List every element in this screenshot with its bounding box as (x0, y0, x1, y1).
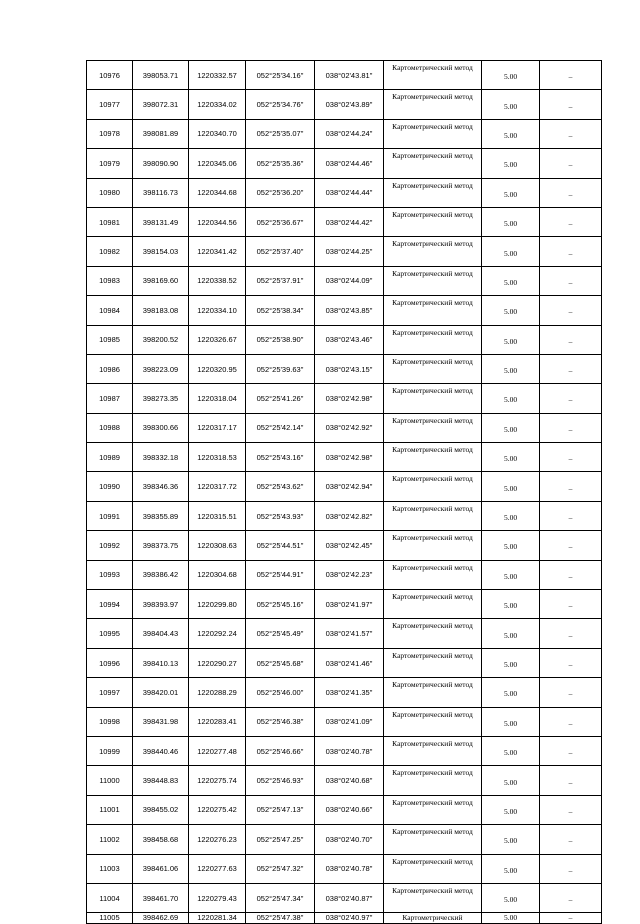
point-number-cell: 10987 (87, 384, 133, 413)
y-coordinate-cell: 1220275.74 (189, 766, 246, 795)
method-cell: Картометрический метод (384, 678, 482, 707)
latitude-cell: 052°25'34.16" (246, 61, 315, 90)
note-cell: – (540, 443, 602, 472)
method-cell: Картометрический метод (384, 501, 482, 530)
table-row (87, 237, 602, 266)
x-coordinate-cell: 398461.06 (133, 854, 189, 883)
point-number-cell: 10983 (87, 266, 133, 295)
point-number-cell: 11004 (87, 883, 133, 912)
point-number-cell: 11002 (87, 825, 133, 854)
error-cell: 5.00 (482, 736, 540, 765)
table-row (87, 443, 602, 472)
note-cell: – (540, 913, 602, 924)
method-cell: Картометрический метод (384, 795, 482, 824)
method-cell: Картометрический метод (384, 237, 482, 266)
point-number-cell: 10997 (87, 678, 133, 707)
method-cell: Картометрический метод (384, 178, 482, 207)
x-coordinate-cell: 398200.52 (133, 325, 189, 354)
longitude-cell: 038°02'44.09" (315, 266, 384, 295)
table-row (87, 178, 602, 207)
x-coordinate-cell: 398404.43 (133, 619, 189, 648)
method-cell: Картометрический метод (384, 883, 482, 912)
latitude-cell: 052°25'45.16" (246, 590, 315, 619)
point-number-cell: 10993 (87, 560, 133, 589)
latitude-cell: 052°25'46.93" (246, 766, 315, 795)
method-cell: Картометрический метод (384, 619, 482, 648)
error-cell: 5.00 (482, 90, 540, 119)
latitude-cell: 052°25'43.62" (246, 472, 315, 501)
y-coordinate-cell: 1220318.53 (189, 443, 246, 472)
point-number-cell: 10984 (87, 296, 133, 325)
table-row (87, 296, 602, 325)
y-coordinate-cell: 1220315.51 (189, 501, 246, 530)
x-coordinate-cell: 398355.89 (133, 501, 189, 530)
latitude-cell: 052°25'45.49" (246, 619, 315, 648)
latitude-cell: 052°25'44.51" (246, 531, 315, 560)
latitude-cell: 052°25'39.63" (246, 354, 315, 383)
y-coordinate-cell: 1220338.52 (189, 266, 246, 295)
method-cell: Картометрический метод (384, 560, 482, 589)
note-cell: – (540, 90, 602, 119)
method-cell: Картометрический метод (384, 325, 482, 354)
note-cell: – (540, 678, 602, 707)
longitude-cell: 038°02'43.15" (315, 354, 384, 383)
x-coordinate-cell: 398183.08 (133, 296, 189, 325)
table-row (87, 149, 602, 178)
point-number-cell: 10992 (87, 531, 133, 560)
table-row (87, 825, 602, 854)
error-cell: 5.00 (482, 149, 540, 178)
error-cell: 5.00 (482, 560, 540, 589)
x-coordinate-cell: 398458.68 (133, 825, 189, 854)
latitude-cell: 052°25'46.38" (246, 707, 315, 736)
method-cell: Картометрический метод (384, 354, 482, 383)
latitude-cell: 052°25'46.66" (246, 736, 315, 765)
x-coordinate-cell: 398300.66 (133, 413, 189, 442)
longitude-cell: 038°02'41.09" (315, 707, 384, 736)
y-coordinate-cell: 1220299.80 (189, 590, 246, 619)
point-number-cell: 10976 (87, 61, 133, 90)
longitude-cell: 038°02'40.87" (315, 883, 384, 912)
longitude-cell: 038°02'41.35" (315, 678, 384, 707)
longitude-cell: 038°02'44.24" (315, 119, 384, 148)
note-cell: – (540, 619, 602, 648)
error-cell: 5.00 (482, 590, 540, 619)
latitude-cell: 052°25'43.16" (246, 443, 315, 472)
error-cell: 5.00 (482, 854, 540, 883)
note-cell: – (540, 296, 602, 325)
table-row (87, 354, 602, 383)
y-coordinate-cell: 1220308.63 (189, 531, 246, 560)
method-cell: Картометрический метод (384, 207, 482, 236)
table-row (87, 766, 602, 795)
note-cell: – (540, 501, 602, 530)
latitude-cell: 052°25'47.34" (246, 883, 315, 912)
latitude-cell: 052°25'47.38" (246, 913, 315, 924)
longitude-cell: 038°02'42.92" (315, 413, 384, 442)
table-row (87, 590, 602, 619)
latitude-cell: 052°25'44.91" (246, 560, 315, 589)
method-cell: Картометрический метод (384, 384, 482, 413)
point-number-cell: 10989 (87, 443, 133, 472)
y-coordinate-cell: 1220292.24 (189, 619, 246, 648)
longitude-cell: 038°02'42.98" (315, 443, 384, 472)
point-number-cell: 11000 (87, 766, 133, 795)
point-number-cell: 10998 (87, 707, 133, 736)
error-cell: 5.00 (482, 501, 540, 530)
method-cell: Картометрический метод (384, 61, 482, 90)
longitude-cell: 038°02'43.89" (315, 90, 384, 119)
x-coordinate-cell: 398448.83 (133, 766, 189, 795)
note-cell: – (540, 825, 602, 854)
x-coordinate-cell: 398393.97 (133, 590, 189, 619)
note-cell: – (540, 883, 602, 912)
error-cell: 5.00 (482, 384, 540, 413)
method-cell: Картометрический метод (384, 119, 482, 148)
y-coordinate-cell: 1220334.10 (189, 296, 246, 325)
y-coordinate-cell: 1220277.48 (189, 736, 246, 765)
method-cell: Картометрический метод (384, 736, 482, 765)
longitude-cell: 038°02'44.42" (315, 207, 384, 236)
point-number-cell: 10988 (87, 413, 133, 442)
latitude-cell: 052°25'36.20" (246, 178, 315, 207)
note-cell: – (540, 766, 602, 795)
table-row (87, 678, 602, 707)
error-cell: 5.00 (482, 913, 540, 924)
longitude-cell: 038°02'41.97" (315, 590, 384, 619)
method-cell: Картометрический метод (384, 707, 482, 736)
longitude-cell: 038°02'40.78" (315, 854, 384, 883)
point-number-cell: 10981 (87, 207, 133, 236)
table-row (87, 560, 602, 589)
method-cell: Картометрический метод (384, 825, 482, 854)
note-cell: – (540, 325, 602, 354)
note-cell: – (540, 207, 602, 236)
method-cell: Картометрический метод (384, 296, 482, 325)
note-cell: – (540, 707, 602, 736)
x-coordinate-cell: 398081.89 (133, 119, 189, 148)
error-cell: 5.00 (482, 207, 540, 236)
method-cell: Картометрический метод (384, 590, 482, 619)
table-row (87, 795, 602, 824)
note-cell: – (540, 413, 602, 442)
table-row (87, 913, 602, 924)
point-number-cell: 10977 (87, 90, 133, 119)
y-coordinate-cell: 1220317.17 (189, 413, 246, 442)
note-cell: – (540, 237, 602, 266)
error-cell: 5.00 (482, 678, 540, 707)
latitude-cell: 052°25'45.68" (246, 648, 315, 677)
method-cell: Картометрический метод (384, 90, 482, 119)
note-cell: – (540, 149, 602, 178)
y-coordinate-cell: 1220318.04 (189, 384, 246, 413)
longitude-cell: 038°02'42.45" (315, 531, 384, 560)
error-cell: 5.00 (482, 119, 540, 148)
error-cell: 5.00 (482, 766, 540, 795)
point-number-cell: 10996 (87, 648, 133, 677)
point-number-cell: 10991 (87, 501, 133, 530)
point-number-cell: 10986 (87, 354, 133, 383)
longitude-cell: 038°02'42.98" (315, 384, 384, 413)
y-coordinate-cell: 1220344.68 (189, 178, 246, 207)
coordinates-table-body (87, 61, 602, 924)
x-coordinate-cell: 398154.03 (133, 237, 189, 266)
note-cell: – (540, 795, 602, 824)
error-cell: 5.00 (482, 795, 540, 824)
table-row (87, 648, 602, 677)
longitude-cell: 038°02'44.44" (315, 178, 384, 207)
y-coordinate-cell: 1220279.43 (189, 883, 246, 912)
error-cell: 5.00 (482, 707, 540, 736)
longitude-cell: 038°02'41.57" (315, 619, 384, 648)
x-coordinate-cell: 398455.02 (133, 795, 189, 824)
latitude-cell: 052°25'41.26" (246, 384, 315, 413)
x-coordinate-cell: 398169.60 (133, 266, 189, 295)
table-row (87, 531, 602, 560)
coordinates-table (86, 60, 602, 924)
longitude-cell: 038°02'44.25" (315, 237, 384, 266)
note-cell: – (540, 531, 602, 560)
longitude-cell: 038°02'40.66" (315, 795, 384, 824)
note-cell: – (540, 560, 602, 589)
y-coordinate-cell: 1220332.57 (189, 61, 246, 90)
x-coordinate-cell: 398332.18 (133, 443, 189, 472)
note-cell: – (540, 384, 602, 413)
latitude-cell: 052°25'35.07" (246, 119, 315, 148)
latitude-cell: 052°25'37.91" (246, 266, 315, 295)
note-cell: – (540, 648, 602, 677)
y-coordinate-cell: 1220290.27 (189, 648, 246, 677)
error-cell: 5.00 (482, 61, 540, 90)
y-coordinate-cell: 1220276.23 (189, 825, 246, 854)
note-cell: – (540, 472, 602, 501)
table-row (87, 883, 602, 912)
y-coordinate-cell: 1220281.34 (189, 913, 246, 924)
point-number-cell: 10990 (87, 472, 133, 501)
y-coordinate-cell: 1220326.67 (189, 325, 246, 354)
table-row (87, 384, 602, 413)
method-cell: Картометрический метод (384, 531, 482, 560)
x-coordinate-cell: 398053.71 (133, 61, 189, 90)
y-coordinate-cell: 1220283.41 (189, 707, 246, 736)
longitude-cell: 038°02'44.46" (315, 149, 384, 178)
x-coordinate-cell: 398420.01 (133, 678, 189, 707)
latitude-cell: 052°25'42.14" (246, 413, 315, 442)
method-cell: Картометрический метод (384, 854, 482, 883)
table-row (87, 736, 602, 765)
x-coordinate-cell: 398090.90 (133, 149, 189, 178)
y-coordinate-cell: 1220340.70 (189, 119, 246, 148)
table-row (87, 413, 602, 442)
table-row (87, 61, 602, 90)
y-coordinate-cell: 1220334.02 (189, 90, 246, 119)
point-number-cell: 10982 (87, 237, 133, 266)
note-cell: – (540, 736, 602, 765)
latitude-cell: 052°25'36.67" (246, 207, 315, 236)
longitude-cell: 038°02'40.70" (315, 825, 384, 854)
error-cell: 5.00 (482, 531, 540, 560)
y-coordinate-cell: 1220277.63 (189, 854, 246, 883)
latitude-cell: 052°25'38.34" (246, 296, 315, 325)
table-row (87, 619, 602, 648)
y-coordinate-cell: 1220288.29 (189, 678, 246, 707)
y-coordinate-cell: 1220344.56 (189, 207, 246, 236)
latitude-cell: 052°25'34.76" (246, 90, 315, 119)
error-cell: 5.00 (482, 266, 540, 295)
error-cell: 5.00 (482, 237, 540, 266)
method-cell: Картометрический метод (384, 413, 482, 442)
note-cell: – (540, 854, 602, 883)
point-number-cell: 11005 (87, 913, 133, 924)
x-coordinate-cell: 398386.42 (133, 560, 189, 589)
error-cell: 5.00 (482, 825, 540, 854)
latitude-cell: 052°25'37.40" (246, 237, 315, 266)
longitude-cell: 038°02'40.97" (315, 913, 384, 924)
point-number-cell: 10995 (87, 619, 133, 648)
note-cell: – (540, 590, 602, 619)
table-row (87, 501, 602, 530)
y-coordinate-cell: 1220341.42 (189, 237, 246, 266)
method-cell: Картометрический метод (384, 766, 482, 795)
note-cell: – (540, 354, 602, 383)
point-number-cell: 11001 (87, 795, 133, 824)
error-cell: 5.00 (482, 443, 540, 472)
point-number-cell: 11003 (87, 854, 133, 883)
table-row (87, 207, 602, 236)
x-coordinate-cell: 398223.09 (133, 354, 189, 383)
longitude-cell: 038°02'40.68" (315, 766, 384, 795)
method-cell: Картометрический метод (384, 266, 482, 295)
longitude-cell: 038°02'42.23" (315, 560, 384, 589)
x-coordinate-cell: 398346.36 (133, 472, 189, 501)
x-coordinate-cell: 398410.13 (133, 648, 189, 677)
longitude-cell: 038°02'41.46" (315, 648, 384, 677)
y-coordinate-cell: 1220320.95 (189, 354, 246, 383)
table-row (87, 266, 602, 295)
method-cell: Картометрический метод (384, 149, 482, 178)
latitude-cell: 052°25'43.93" (246, 501, 315, 530)
table-row (87, 325, 602, 354)
method-cell: Картометрический (384, 913, 482, 924)
x-coordinate-cell: 398462.69 (133, 913, 189, 924)
error-cell: 5.00 (482, 354, 540, 383)
method-cell: Картометрический метод (384, 443, 482, 472)
x-coordinate-cell: 398440.46 (133, 736, 189, 765)
error-cell: 5.00 (482, 472, 540, 501)
y-coordinate-cell: 1220275.42 (189, 795, 246, 824)
note-cell: – (540, 61, 602, 90)
x-coordinate-cell: 398131.49 (133, 207, 189, 236)
method-cell: Картометрический метод (384, 472, 482, 501)
x-coordinate-cell: 398273.35 (133, 384, 189, 413)
error-cell: 5.00 (482, 178, 540, 207)
longitude-cell: 038°02'43.85" (315, 296, 384, 325)
longitude-cell: 038°02'40.78" (315, 736, 384, 765)
error-cell: 5.00 (482, 883, 540, 912)
longitude-cell: 038°02'43.46" (315, 325, 384, 354)
latitude-cell: 052°25'38.90" (246, 325, 315, 354)
method-cell: Картометрический метод (384, 648, 482, 677)
x-coordinate-cell: 398072.31 (133, 90, 189, 119)
note-cell: – (540, 178, 602, 207)
point-number-cell: 10985 (87, 325, 133, 354)
x-coordinate-cell: 398116.73 (133, 178, 189, 207)
point-number-cell: 10979 (87, 149, 133, 178)
latitude-cell: 052°25'47.25" (246, 825, 315, 854)
latitude-cell: 052°25'47.13" (246, 795, 315, 824)
error-cell: 5.00 (482, 648, 540, 677)
longitude-cell: 038°02'42.94" (315, 472, 384, 501)
error-cell: 5.00 (482, 619, 540, 648)
longitude-cell: 038°02'43.81" (315, 61, 384, 90)
x-coordinate-cell: 398373.75 (133, 531, 189, 560)
error-cell: 5.00 (482, 325, 540, 354)
latitude-cell: 052°25'46.00" (246, 678, 315, 707)
table-row (87, 119, 602, 148)
y-coordinate-cell: 1220345.06 (189, 149, 246, 178)
table-row (87, 854, 602, 883)
table-row (87, 90, 602, 119)
latitude-cell: 052°25'35.36" (246, 149, 315, 178)
note-cell: – (540, 266, 602, 295)
point-number-cell: 10978 (87, 119, 133, 148)
y-coordinate-cell: 1220304.68 (189, 560, 246, 589)
point-number-cell: 10999 (87, 736, 133, 765)
table-row (87, 707, 602, 736)
y-coordinate-cell: 1220317.72 (189, 472, 246, 501)
point-number-cell: 10994 (87, 590, 133, 619)
x-coordinate-cell: 398431.98 (133, 707, 189, 736)
table-row (87, 472, 602, 501)
x-coordinate-cell: 398461.70 (133, 883, 189, 912)
longitude-cell: 038°02'42.82" (315, 501, 384, 530)
error-cell: 5.00 (482, 413, 540, 442)
latitude-cell: 052°25'47.32" (246, 854, 315, 883)
point-number-cell: 10980 (87, 178, 133, 207)
error-cell: 5.00 (482, 296, 540, 325)
note-cell: – (540, 119, 602, 148)
